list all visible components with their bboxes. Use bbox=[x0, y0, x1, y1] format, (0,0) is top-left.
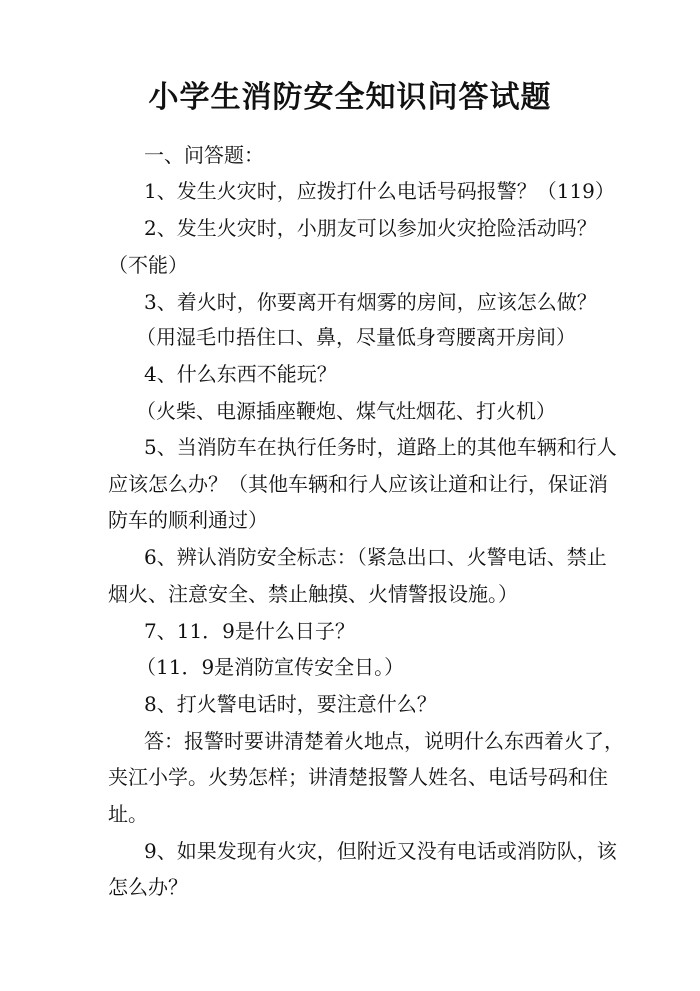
question-5-line-3: 防车的顺利通过） bbox=[108, 508, 268, 532]
question-6-line-1: 6、辨认消防安全标志：（紧急出口、火警电话、禁止 bbox=[144, 545, 607, 569]
question-2: 2、发生火灾时，小朋友可以参加火灾抢险活动吗？ bbox=[144, 216, 597, 240]
question-1: 1、发生火灾时，应拨打什么电话号码报警？（119） bbox=[144, 179, 615, 203]
question-7: 7、11．9是什么日子？ bbox=[144, 619, 355, 643]
question-4: 4、什么东西不能玩？ bbox=[144, 362, 337, 386]
answer-2: （不能） bbox=[108, 253, 188, 277]
section-heading: 一、问答题： bbox=[144, 143, 264, 167]
answer-7: （11．9是消防宣传安全日。） bbox=[136, 655, 405, 679]
question-9-line-2: 怎么办？ bbox=[108, 875, 188, 899]
answer-4: （火柴、电源插座鞭炮、煤气灶烟花、打火机） bbox=[136, 399, 556, 423]
answer-8-line-3: 址。 bbox=[108, 802, 148, 826]
question-5-line-2: 应该怎么办？（其他车辆和行人应该让道和让行，保证消 bbox=[108, 472, 608, 496]
answer-8-line-1: 答：报警时要讲清楚着火地点，说明什么东西着火了， bbox=[144, 729, 624, 753]
answer-3: （用湿毛巾捂住口、鼻，尽量低身弯腰离开房间） bbox=[136, 325, 576, 349]
answer-8-line-2: 夹江小学。火势怎样；讲清楚报警人姓名、电话号码和住 bbox=[108, 765, 608, 789]
page-title: 小学生消防安全知识问答试题 bbox=[148, 80, 552, 115]
question-8: 8、打火警电话时，要注意什么？ bbox=[144, 692, 437, 716]
question-6-line-2: 烟火、注意安全、禁止触摸、火情警报设施。） bbox=[108, 582, 518, 606]
question-3: 3、着火时，你要离开有烟雾的房间，应该怎么做？ bbox=[144, 290, 597, 314]
question-5-line-1: 5、当消防车在执行任务时，道路上的其他车辆和行人 bbox=[144, 435, 617, 459]
question-9-line-1: 9、如果发现有火灾，但附近又没有电话或消防队，该 bbox=[144, 839, 617, 863]
